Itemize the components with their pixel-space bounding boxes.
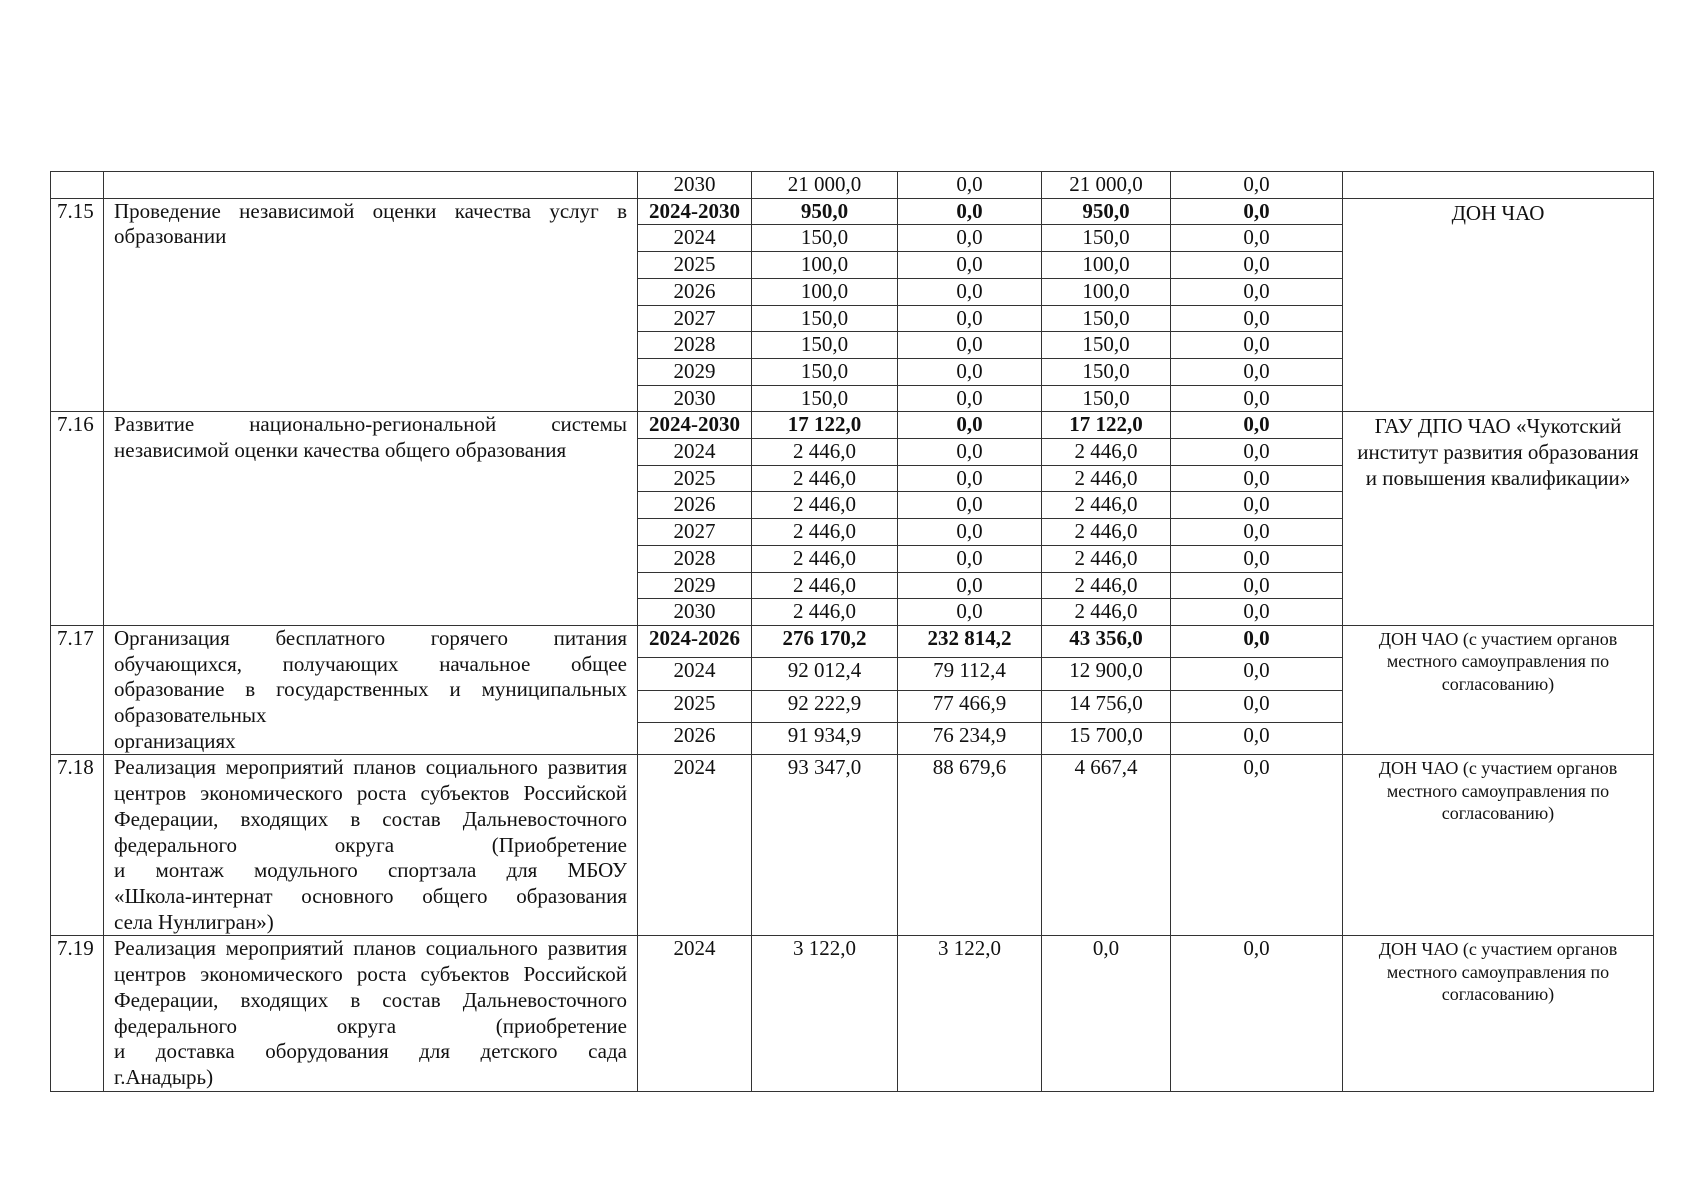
executor-cell: ГАУ ДПО ЧАО «Чукотский институт развития образования и повышения квалификации» <box>1343 412 1654 626</box>
year-cell: 2030 <box>638 172 752 199</box>
year-cell: 2024-2030 <box>638 198 752 225</box>
activity-name-cell <box>104 625 638 755</box>
federal-budget-cell: 0,0 <box>898 545 1042 572</box>
activity-name: Проведение независимой оценки качества услуг в образовании <box>114 198 627 249</box>
regional-budget-cell: 21 000,0 <box>1042 172 1171 199</box>
total-cell: 150,0 <box>752 225 898 252</box>
year-cell: 2028 <box>638 545 752 572</box>
regional-budget-cell: 17 122,0 <box>1042 412 1171 439</box>
federal-budget-cell: 0,0 <box>898 519 1042 546</box>
federal-budget-cell: 0,0 <box>898 599 1042 626</box>
regional-budget-cell: 150,0 <box>1042 358 1171 385</box>
other-sources-cell: 0,0 <box>1171 690 1343 722</box>
regional-budget-cell: 150,0 <box>1042 385 1171 412</box>
executor-cell: ДОН ЧАО <box>1343 198 1654 412</box>
budget-activities-table <box>50 171 1654 1092</box>
federal-budget-cell: 0,0 <box>898 572 1042 599</box>
other-sources-cell: 0,0 <box>1171 278 1343 305</box>
regional-budget-cell: 100,0 <box>1042 278 1171 305</box>
row-number-cell: 7.17 <box>51 625 104 755</box>
regional-budget-cell: 2 446,0 <box>1042 599 1171 626</box>
regional-budget-cell: 0,0 <box>1042 936 1171 1091</box>
federal-budget-cell: 0,0 <box>898 225 1042 252</box>
federal-budget-cell: 88 679,6 <box>898 755 1042 936</box>
total-cell: 2 446,0 <box>752 545 898 572</box>
total-cell: 2 446,0 <box>752 492 898 519</box>
federal-budget-cell: 0,0 <box>898 332 1042 359</box>
year-cell: 2024 <box>638 658 752 690</box>
row-number-cell: 7.15 <box>51 198 104 412</box>
year-cell: 2024 <box>638 936 752 1091</box>
total-cell: 91 934,9 <box>752 723 898 755</box>
total-cell: 276 170,2 <box>752 625 898 657</box>
regional-budget-cell: 100,0 <box>1042 252 1171 279</box>
activity-name-cell <box>104 172 638 199</box>
regional-budget-cell: 4 667,4 <box>1042 755 1171 936</box>
regional-budget-cell: 15 700,0 <box>1042 723 1171 755</box>
year-cell: 2028 <box>638 332 752 359</box>
federal-budget-cell: 0,0 <box>898 252 1042 279</box>
federal-budget-cell: 0,0 <box>898 465 1042 492</box>
other-sources-cell: 0,0 <box>1171 936 1343 1091</box>
year-cell: 2030 <box>638 599 752 626</box>
regional-budget-cell: 2 446,0 <box>1042 492 1171 519</box>
regional-budget-cell: 150,0 <box>1042 332 1171 359</box>
federal-budget-cell: 0,0 <box>898 412 1042 439</box>
year-cell: 2029 <box>638 358 752 385</box>
federal-budget-cell: 79 112,4 <box>898 658 1042 690</box>
row-number-cell <box>51 172 104 199</box>
year-cell: 2025 <box>638 465 752 492</box>
activity-name-cell <box>104 198 638 412</box>
other-sources-cell: 0,0 <box>1171 412 1343 439</box>
federal-budget-cell: 0,0 <box>898 358 1042 385</box>
other-sources-cell: 0,0 <box>1171 492 1343 519</box>
year-cell: 2024 <box>638 439 752 466</box>
year-cell: 2029 <box>638 572 752 599</box>
total-cell: 100,0 <box>752 278 898 305</box>
other-sources-cell: 0,0 <box>1171 305 1343 332</box>
total-cell: 17 122,0 <box>752 412 898 439</box>
other-sources-cell: 0,0 <box>1171 599 1343 626</box>
executor-cell: ДОН ЧАО (с участием органов местного самоуправления по согласованию) <box>1343 625 1654 755</box>
other-sources-cell: 0,0 <box>1171 252 1343 279</box>
table-row <box>51 412 1654 439</box>
federal-budget-cell: 3 122,0 <box>898 936 1042 1091</box>
executor-cell: ДОН ЧАО (с участием органов местного самоуправления по согласованию) <box>1343 936 1654 1091</box>
row-number-cell: 7.16 <box>51 412 104 626</box>
federal-budget-cell: 0,0 <box>898 198 1042 225</box>
other-sources-cell: 0,0 <box>1171 625 1343 657</box>
year-cell: 2027 <box>638 305 752 332</box>
other-sources-cell: 0,0 <box>1171 198 1343 225</box>
other-sources-cell: 0,0 <box>1171 572 1343 599</box>
row-number-cell: 7.19 <box>51 936 104 1091</box>
federal-budget-cell: 232 814,2 <box>898 625 1042 657</box>
federal-budget-cell: 0,0 <box>898 492 1042 519</box>
activity-name-cell <box>104 936 638 1091</box>
total-cell: 150,0 <box>752 332 898 359</box>
federal-budget-cell: 0,0 <box>898 305 1042 332</box>
regional-budget-cell: 12 900,0 <box>1042 658 1171 690</box>
total-cell: 21 000,0 <box>752 172 898 199</box>
federal-budget-cell: 76 234,9 <box>898 723 1042 755</box>
federal-budget-cell: 0,0 <box>898 385 1042 412</box>
year-cell: 2024-2026 <box>638 625 752 657</box>
regional-budget-cell: 150,0 <box>1042 225 1171 252</box>
year-cell: 2024 <box>638 755 752 936</box>
other-sources-cell: 0,0 <box>1171 545 1343 572</box>
federal-budget-cell: 0,0 <box>898 278 1042 305</box>
regional-budget-cell: 43 356,0 <box>1042 625 1171 657</box>
federal-budget-cell: 77 466,9 <box>898 690 1042 722</box>
other-sources-cell: 0,0 <box>1171 172 1343 199</box>
total-cell: 150,0 <box>752 305 898 332</box>
activity-name: Реализация мероприятий планов социального развития центров экономического роста субъектов Российской Федерации, входящих в состав Дальневосточного федерального округа (Приобретение и монтаж модульного спортзала для МБОУ «Школа-интернат основного общего образования села Нунлигран») <box>114 755 627 934</box>
year-cell: 2025 <box>638 690 752 722</box>
regional-budget-cell: 2 446,0 <box>1042 572 1171 599</box>
federal-budget-cell: 0,0 <box>898 439 1042 466</box>
executor-cell: ДОН ЧАО (с участием органов местного самоуправления по согласованию) <box>1343 755 1654 936</box>
year-cell: 2025 <box>638 252 752 279</box>
regional-budget-cell: 150,0 <box>1042 305 1171 332</box>
total-cell: 950,0 <box>752 198 898 225</box>
total-cell: 100,0 <box>752 252 898 279</box>
regional-budget-cell: 2 446,0 <box>1042 465 1171 492</box>
total-cell: 2 446,0 <box>752 439 898 466</box>
total-cell: 2 446,0 <box>752 465 898 492</box>
year-cell: 2024-2030 <box>638 412 752 439</box>
regional-budget-cell: 2 446,0 <box>1042 519 1171 546</box>
total-cell: 2 446,0 <box>752 572 898 599</box>
other-sources-cell: 0,0 <box>1171 332 1343 359</box>
table-row <box>51 755 1654 936</box>
year-cell: 2026 <box>638 492 752 519</box>
table-row <box>51 625 1654 657</box>
row-number-cell: 7.18 <box>51 755 104 936</box>
other-sources-cell: 0,0 <box>1171 225 1343 252</box>
total-cell: 3 122,0 <box>752 936 898 1091</box>
table-row <box>51 936 1654 1091</box>
activity-name-cell <box>104 412 638 626</box>
total-cell: 2 446,0 <box>752 599 898 626</box>
carry-over-row <box>51 172 1654 199</box>
total-cell: 150,0 <box>752 385 898 412</box>
activity-name: Развитие национально-региональной системы независимой оценки качества общего образования <box>114 412 627 463</box>
year-cell: 2026 <box>638 278 752 305</box>
total-cell: 2 446,0 <box>752 519 898 546</box>
federal-budget-cell: 0,0 <box>898 172 1042 199</box>
total-cell: 93 347,0 <box>752 755 898 936</box>
year-cell: 2027 <box>638 519 752 546</box>
other-sources-cell: 0,0 <box>1171 723 1343 755</box>
other-sources-cell: 0,0 <box>1171 439 1343 466</box>
regional-budget-cell: 14 756,0 <box>1042 690 1171 722</box>
year-cell: 2026 <box>638 723 752 755</box>
activity-name: Реализация мероприятий планов социального развития центров экономического роста субъектов Российской Федерации, входящих в состав Дальневосточного федерального округа (приобретение и доставка оборудования для детского сада г.Анадырь) <box>114 936 627 1089</box>
total-cell: 92 012,4 <box>752 658 898 690</box>
activity-name-cell <box>104 755 638 936</box>
year-cell: 2024 <box>638 225 752 252</box>
total-cell: 150,0 <box>752 358 898 385</box>
other-sources-cell: 0,0 <box>1171 519 1343 546</box>
activity-name: Организация бесплатного горячего питания обучающихся, получающих начальное общее образование в государственных и муниципальных образовательных организациях <box>114 625 627 753</box>
other-sources-cell: 0,0 <box>1171 755 1343 936</box>
regional-budget-cell: 2 446,0 <box>1042 545 1171 572</box>
other-sources-cell: 0,0 <box>1171 385 1343 412</box>
other-sources-cell: 0,0 <box>1171 658 1343 690</box>
regional-budget-cell: 950,0 <box>1042 198 1171 225</box>
other-sources-cell: 0,0 <box>1171 358 1343 385</box>
other-sources-cell: 0,0 <box>1171 465 1343 492</box>
executor-cell <box>1343 172 1654 199</box>
year-cell: 2030 <box>638 385 752 412</box>
table-row <box>51 198 1654 225</box>
total-cell: 92 222,9 <box>752 690 898 722</box>
regional-budget-cell: 2 446,0 <box>1042 439 1171 466</box>
